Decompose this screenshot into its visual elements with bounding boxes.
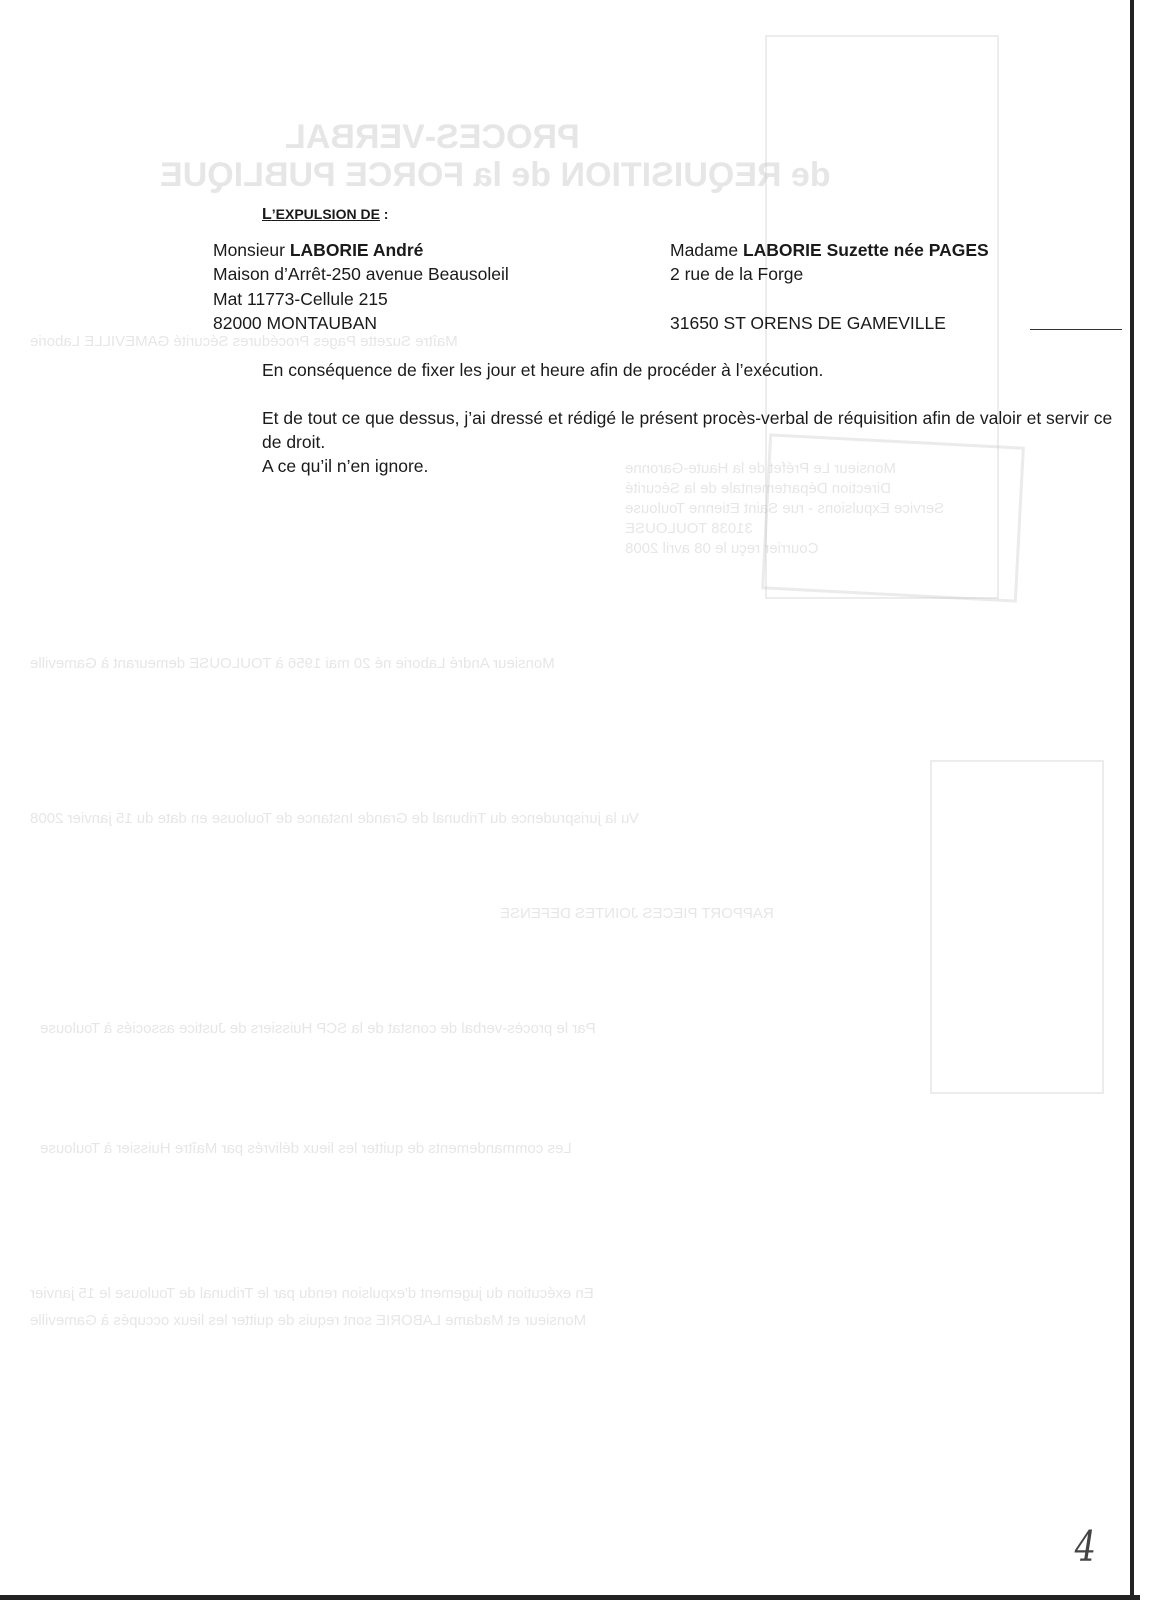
bleed-through-decoration: Par le procès-verbal de constat de la SCP Huissiers de Justice associés à Toulouse — [40, 1020, 596, 1037]
bleed-through-stamp — [761, 433, 1025, 602]
body-paragraph-1: En conséquence de fixer les jour et heure afin de procéder à l’exécution. — [262, 360, 824, 380]
bleed-through-decoration: Maître Suzette Pages Procédures Sécurité GAMEVILLE Laborie — [30, 333, 458, 350]
bleed-through-decoration: RAPPORT PIECES JOINTES DEFENSE — [500, 905, 774, 922]
page-number: 4 — [1074, 1522, 1097, 1571]
recipient-left-address-1: Maison d’Arrêt-250 avenue Beausoleil — [213, 264, 509, 284]
body-paragraph-3: A ce qu’il n’en ignore. — [262, 456, 429, 476]
bleed-through-decoration: Direction Départementale de la Sécurité — [625, 480, 891, 497]
recipient-left-city: 82000 MONTAUBAN — [213, 313, 378, 333]
bleed-through-decoration: PROCES-VERBAL — [285, 118, 580, 156]
bleed-through-decoration: Les commandements de quitter les lieux délivrés par Maître Huissier à Toulouse — [40, 1140, 572, 1157]
recipient-right-address-1: 2 rue de la Forge — [670, 264, 804, 284]
bleed-through-decoration: Monsieur André Laborie né 20 mai 1956 à TOULOUSE demeurant à Gameville — [30, 655, 555, 672]
body-paragraph-2-line-1: Et de tout ce que dessus, j’ai dressé et rédigé le présent procès-verbal de réquisition afin de valoir et servir ce — [262, 408, 1113, 428]
bleed-through-decoration: de REQUISITION de la FORCE PUBLIQUE — [160, 156, 831, 194]
recipient-left-name-line: Monsieur LABORIE André — [213, 240, 424, 260]
bleed-through-decoration: Monsieur Le Préfet de la Haute-Garonne — [625, 460, 896, 477]
bleed-through-decoration: 31038 TOULOUSE — [625, 520, 753, 537]
body-paragraph-2-line-2: de droit. — [262, 432, 326, 452]
recipient-right-city: 31650 ST ORENS DE GAMEVILLE — [670, 313, 946, 333]
scan-border-right — [1130, 0, 1134, 1600]
bleed-through-decoration: Monsieur et Madame LABORIE sont requis de quitter les lieux occupés à Gameville — [30, 1312, 587, 1329]
bleed-through-decoration — [930, 760, 1104, 1094]
recipient-right-name-line: Madame LABORIE Suzette née PAGES — [670, 240, 989, 260]
bleed-through-decoration: Service Expulsions - rue Saint Etienne Toulouse — [625, 500, 945, 517]
scan-border-bottom — [0, 1595, 1140, 1600]
bleed-through-decoration: En exécution du jugement d'expulsion rendu par le Tribunal de Toulouse le 15 janvier — [30, 1285, 594, 1302]
signature-rule — [1030, 329, 1122, 330]
bleed-through-decoration: Vu la jurisprudence du Tribunal de Grande Instance de Toulouse en date du 15 janvier 2008 — [30, 810, 639, 827]
section-heading: L’EXPULSION DE : — [262, 206, 389, 223]
bleed-through-decoration: Courrier reçu le 08 avril 2008 — [625, 540, 819, 557]
recipient-left-address-2: Mat 11773-Cellule 215 — [213, 289, 388, 309]
